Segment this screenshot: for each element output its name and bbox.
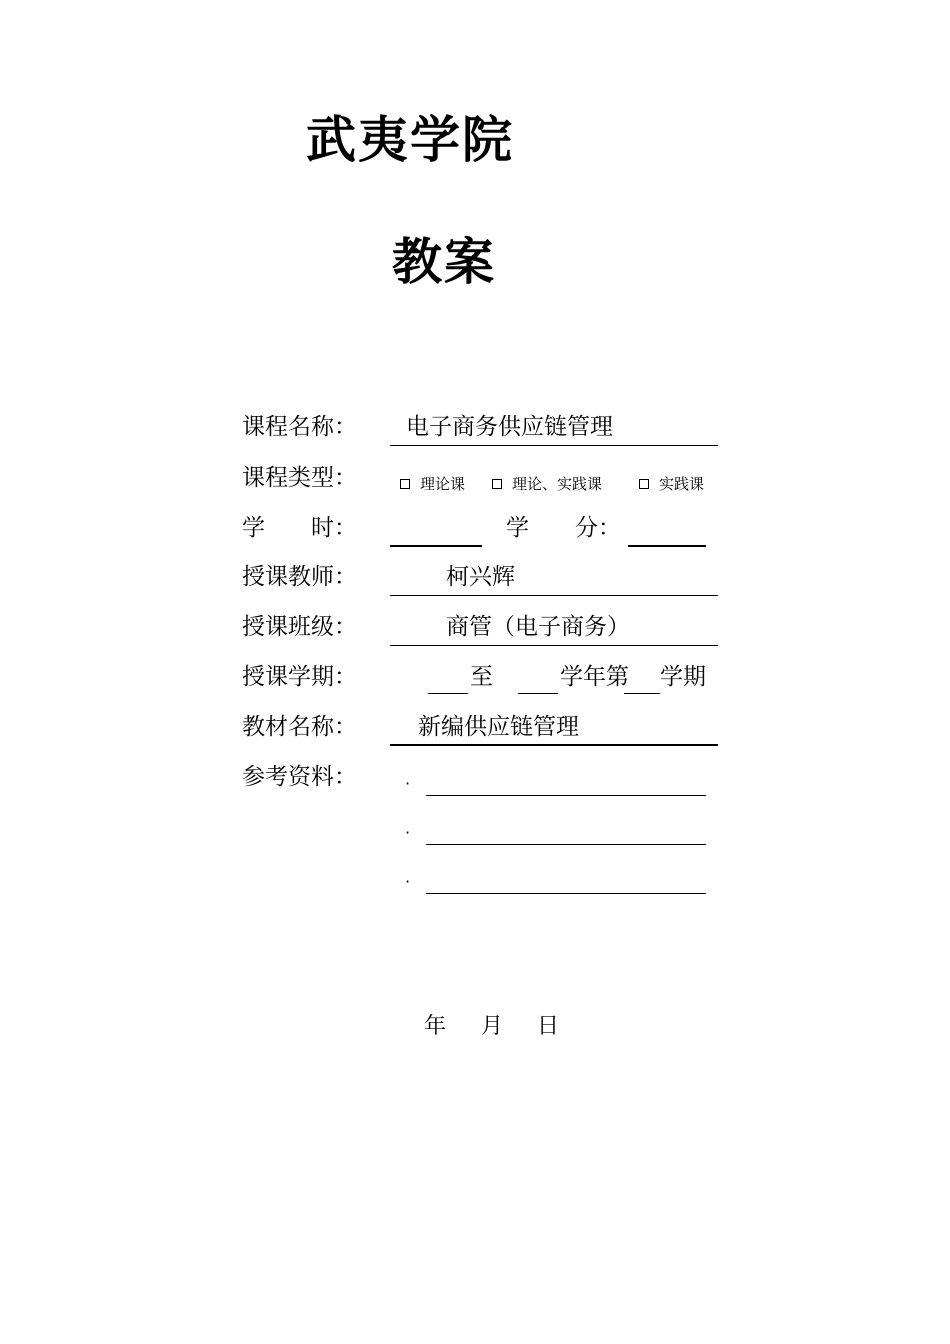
term-year-prefix: 学年第: [560, 664, 629, 690]
reference-line-2: [426, 844, 706, 845]
course-name-underline: [390, 445, 718, 446]
class-value: 商管（电子商务）: [446, 614, 630, 640]
term-end-underline: [518, 693, 558, 694]
teacher-underline: [390, 595, 718, 596]
course-type-option-theory-practice[interactable]: [492, 474, 602, 494]
term-to: 至: [470, 664, 493, 690]
course-type-option-label: 理论、实践课: [512, 475, 603, 493]
term-start-underline: [428, 693, 468, 694]
class-label: 授课班级：: [242, 614, 357, 640]
class-underline: [390, 645, 718, 646]
textbook-label: 教材名称：: [242, 714, 357, 740]
teacher-value: 柯兴辉: [446, 564, 515, 590]
textbook-underline: [390, 744, 718, 746]
date-month: 月: [481, 1014, 504, 1039]
hours-underline: [390, 545, 482, 547]
term-label: 授课学期：: [242, 664, 357, 690]
hours-label: 学 时：: [242, 515, 357, 541]
date-day: 日: [537, 1014, 560, 1039]
checkbox-icon[interactable]: [400, 479, 410, 489]
course-type-option-label: 理论课: [420, 475, 466, 493]
reference-line-3: [426, 893, 706, 894]
reference-bullet: ·: [405, 823, 411, 842]
college-name: 武夷学院: [306, 110, 514, 169]
teacher-label: 授课教师：: [242, 564, 357, 590]
credit-underline: [628, 545, 706, 547]
reference-bullet: ·: [405, 872, 411, 891]
date-year: 年: [424, 1014, 447, 1039]
course-type-option-label: 实践课: [659, 475, 705, 493]
checkbox-icon[interactable]: [639, 479, 649, 489]
document-title: 教案: [392, 232, 496, 291]
course-type-option-theory[interactable]: [400, 474, 465, 494]
textbook-value: 新编供应链管理: [418, 714, 579, 740]
reference-line-1: [426, 795, 706, 796]
reference-bullet: ·: [405, 774, 411, 793]
course-name-value: 电子商务供应链管理: [406, 414, 613, 440]
credit-label: 学 分：: [506, 515, 621, 541]
course-name-label: 课程名称：: [242, 414, 357, 440]
term-number-underline: [624, 693, 660, 694]
course-type-label: 课程类型：: [242, 465, 357, 491]
checkbox-icon[interactable]: [492, 479, 502, 489]
term-suffix: 学期: [660, 664, 706, 690]
course-type-option-practice[interactable]: [639, 474, 704, 494]
references-label: 参考资料：: [242, 764, 357, 790]
